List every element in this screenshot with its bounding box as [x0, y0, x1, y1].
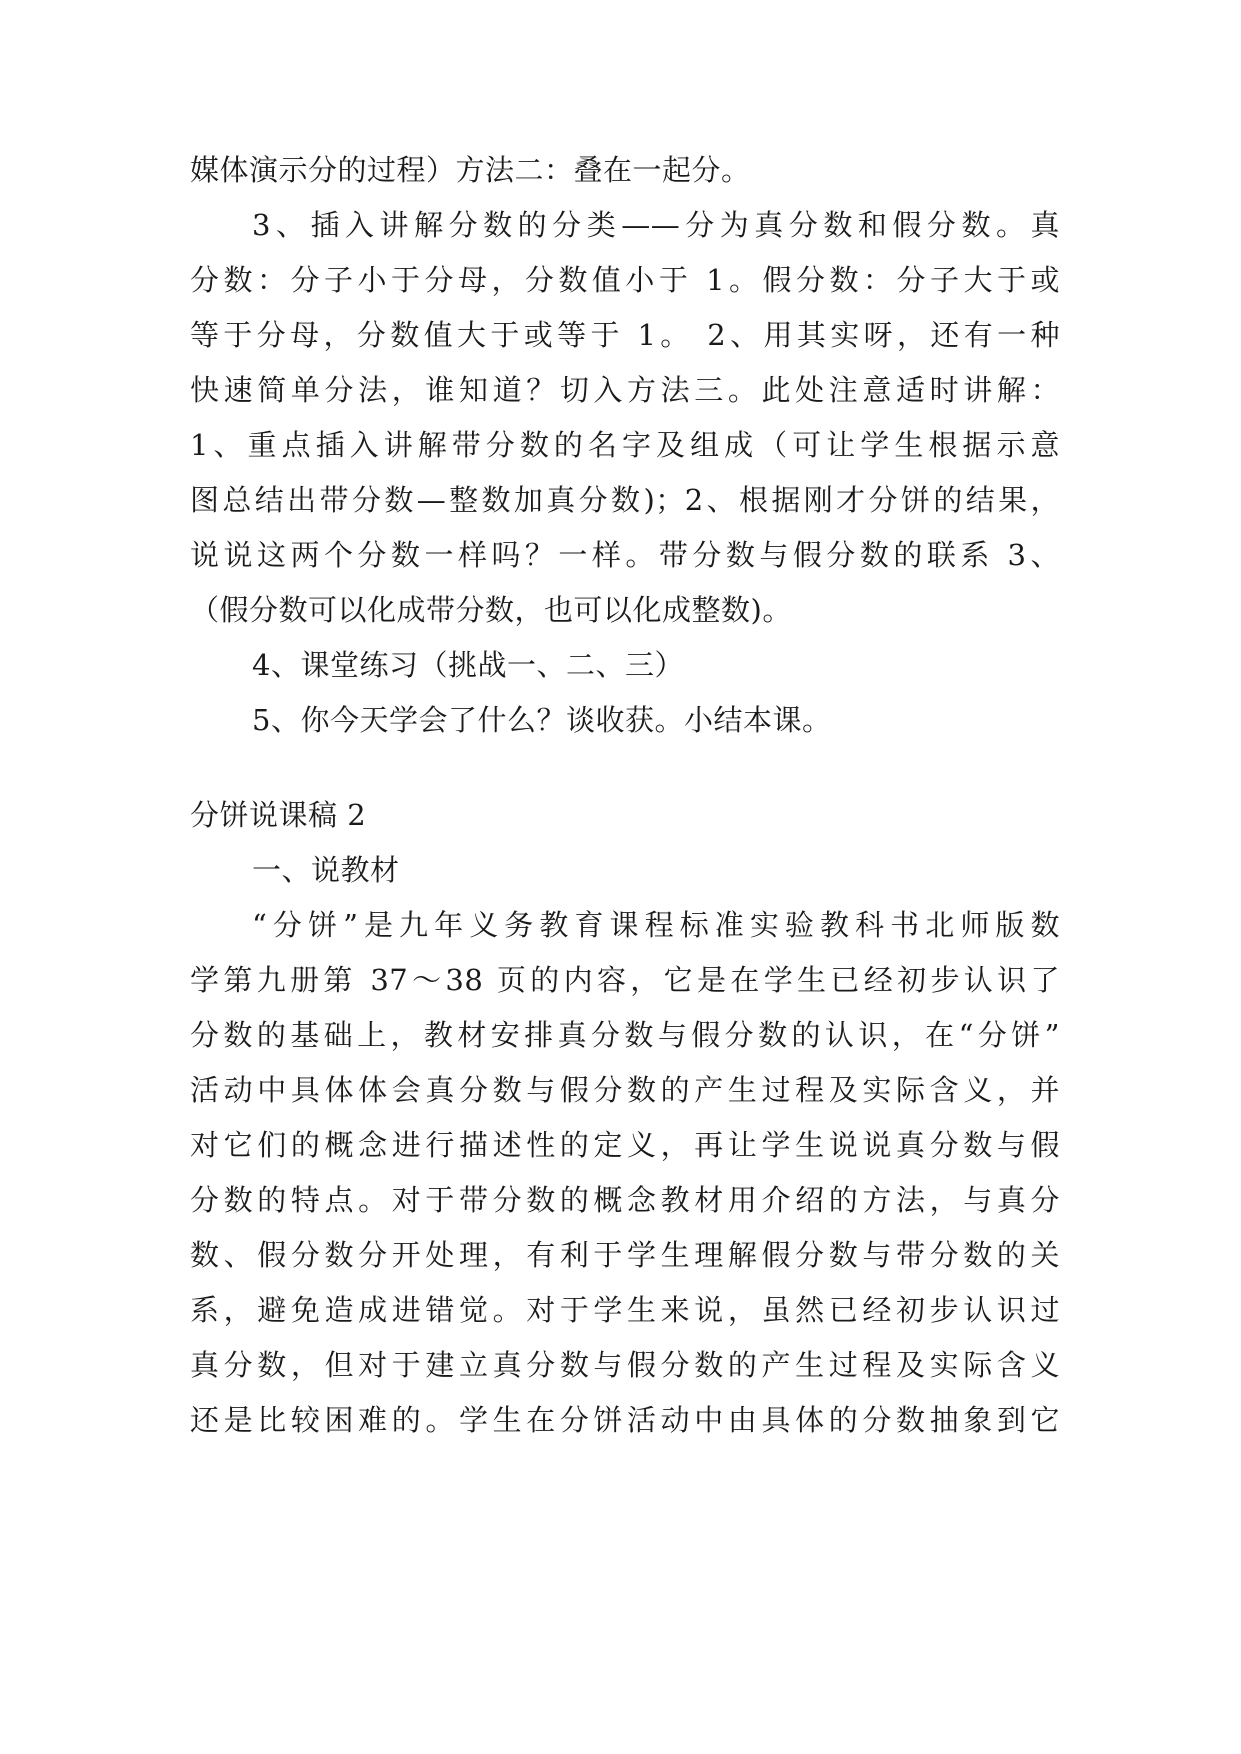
text-line: “分饼”是九年义务教育课程标准实验教科书北师版数: [252, 908, 1060, 942]
text-line: 数、假分数分开处理，有利于学生理解假分数与带分数的关: [190, 1238, 1060, 1272]
text-line: 说说这两个分数一样吗？一样。带分数与假分数的联系 3、: [190, 538, 1060, 572]
text-line: 系，避免造成进错觉。对于学生来说，虽然已经初步认识过: [190, 1293, 1060, 1327]
text-line: 分数的特点。对于带分数的概念教材用介绍的方法，与真分: [190, 1183, 1060, 1217]
text-line: 等于分母，分数值大于或等于 1。 2、用其实呀，还有一种: [190, 318, 1060, 352]
text-line: 5、你今天学会了什么？谈收获。小结本课。: [252, 703, 832, 737]
text-line: （假分数可以化成带分数，也可以化成整数)。: [190, 593, 792, 627]
text-line: 对它们的概念进行描述性的定义，再让学生说说真分数与假: [190, 1128, 1060, 1162]
text-line: 媒体演示分的过程）方法二：叠在一起分。: [190, 153, 751, 187]
text-line: 图总结出带分数—整数加真分数)；2、根据刚才分饼的结果，: [190, 483, 1060, 517]
text-line: 分数：分子小于分母，分数值小于 1。假分数：分子大于或: [190, 263, 1060, 297]
section-heading: 一、说教材: [252, 853, 400, 887]
text-line: 快速简单分法，谁知道？切入方法三。此处注意适时讲解：: [190, 373, 1060, 407]
text-line: 还是比较困难的。学生在分饼活动中由具体的分数抽象到它: [190, 1403, 1060, 1437]
section-title: 分饼说课稿 2: [190, 798, 367, 832]
text-line: 3、插入讲解分数的分类——分为真分数和假分数。真: [252, 208, 1060, 242]
text-line: 4、课堂练习（挑战一、二、三）: [252, 648, 684, 682]
text-line: 真分数，但对于建立真分数与假分数的产生过程及实际含义: [190, 1348, 1060, 1382]
text-line: 1、重点插入讲解带分数的名字及组成（可让学生根据示意: [190, 428, 1060, 462]
text-line: 分数的基础上，教材安排真分数与假分数的认识，在“分饼”: [190, 1018, 1060, 1052]
text-line: 学第九册第 37～38 页的内容，它是在学生已经初步认识了: [190, 963, 1060, 997]
text-line: 活动中具体体会真分数与假分数的产生过程及实际含义，并: [190, 1073, 1060, 1107]
